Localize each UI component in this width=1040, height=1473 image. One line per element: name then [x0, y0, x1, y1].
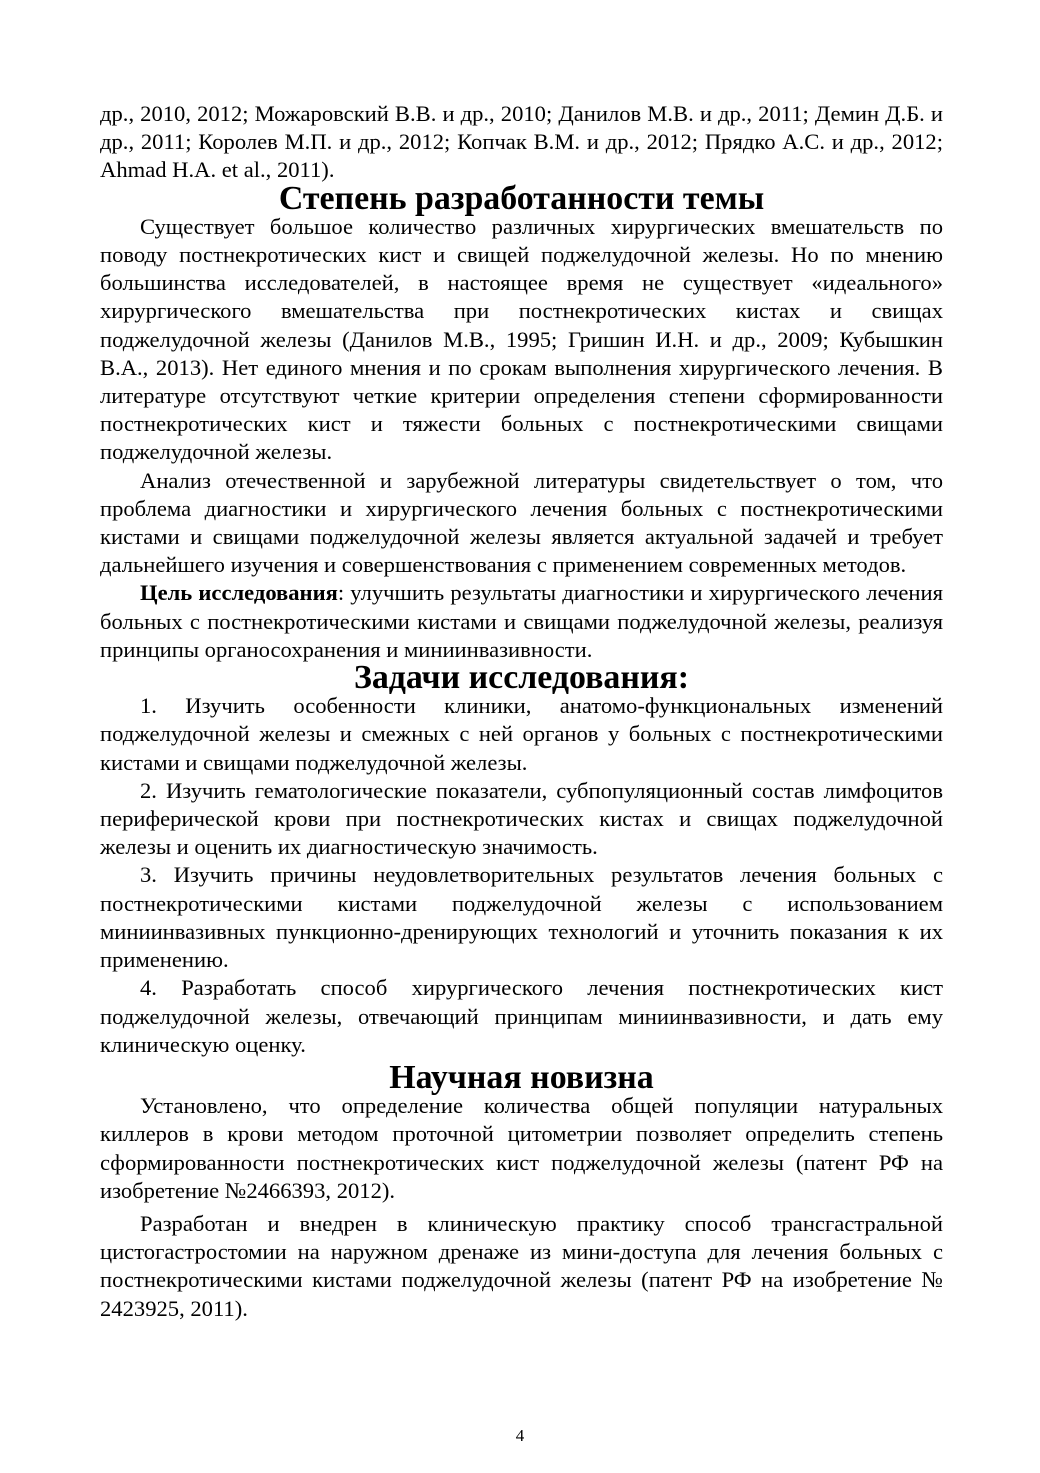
research-goal-text: : улучшить результаты диагностики и хирургического лечения больных с постнекротическими кистами и свищами поджелудочной железы, реализуя принципы органосохранения и миниинвазивности.: [100, 580, 944, 662]
task-item-2: 2. Изучить гематологические показатели, субпопуляционный состав лимфоцитов периферической крови при постнекротических кистах и свищах поджелудочной железы и оценить их диагностическую значимость.: [100, 777, 943, 860]
task-item-4: 4. Разработать способ хирургического лечения постнекротических кист поджелудочной железы, отвечающий принципам миниинвазивности, и дать ему клиническую оценку.: [100, 975, 943, 1057]
page-number: 4: [515, 1426, 525, 1445]
task-item-3: 3. Изучить причины неудовлетворительных результатов лечения больных с постнекротическими кистами поджелудочной железы с использованием миниинвазивных пункционно-дренирующих технологий и уточнить показания к их применению.: [100, 862, 943, 973]
scientific-novelty-heading: Научная новизна: [389, 1058, 654, 1096]
research-goal-paragraph: [100, 579, 943, 664]
intro-references-paragraph: др., 2010, 2012; Можаровский В.В. и др., 2010; Данилов М.В. и др., 2011; Демин Д.Б. и др., 2011; Королев М.П. и др., 2012; Копчак В.М. и др., 2012; Прядко А.С. и др., 2012; Ahmad H.A. et al., 2011).: [100, 101, 943, 183]
novelty-paragraph-1: Установлено, что определение количества общей популяции натуральных киллеров в крови методом проточной цитометрии позволяет определить степень сформированности постнекротических кист поджелудочной железы (патент РФ на изобретение №2466393, 2012).: [100, 1093, 943, 1203]
development-degree-heading: Степень разработанности темы: [278, 179, 765, 217]
document-page: [100, 100, 943, 1323]
research-tasks-heading: Задачи исследования:: [353, 659, 690, 697]
task-item-1: 1. Изучить особенности клиники, анатомо-функциональных изменений поджелудочной железы и смежных с ней органов у больных с постнекротическими кистами и свищами поджелудочной железы.: [100, 693, 943, 775]
development-paragraph: Существует большое количество различных хирургических вмешательств по поводу постнекротических кист и свищей поджелудочной железы. Но по мнению большинства исследователей, в настоящее время не существует «идеального» хирургического вмешательства при постнекротических кистах и свищах поджелудочной железы (Данилов М.В., 1995; Гришин И.Н. и др., 2009; Кубышкин В.А., 2013). Нет единого мнения и по срокам выполнения хирургического лечения. В литературе отсутствуют четкие критерии определения степени сформированности постнекротических кист и тяжести больных с постнекротическими свищами поджелудочной железы.: [100, 213, 943, 465]
research-goal-label: Цель исследования: [140, 580, 338, 606]
literature-analysis-paragraph: Анализ отечественной и зарубежной литературы свидетельствует о том, что проблема диагностики и хирургического лечения больных с постнекротическими кистами и свищами поджелудочной железы является актуальной задачей и требует дальнейшего изучения и совершенствования с применением современных методов.: [100, 467, 943, 578]
novelty-paragraph-2: Разработан и внедрен в клиническую практику способ трансгастральной цистогастростомии на наружном дренаже из мини-доступа для лечения больных с постнекротическими кистами поджелудочной железы (патент РФ на изобретение № 2423925, 2011).: [100, 1210, 943, 1321]
